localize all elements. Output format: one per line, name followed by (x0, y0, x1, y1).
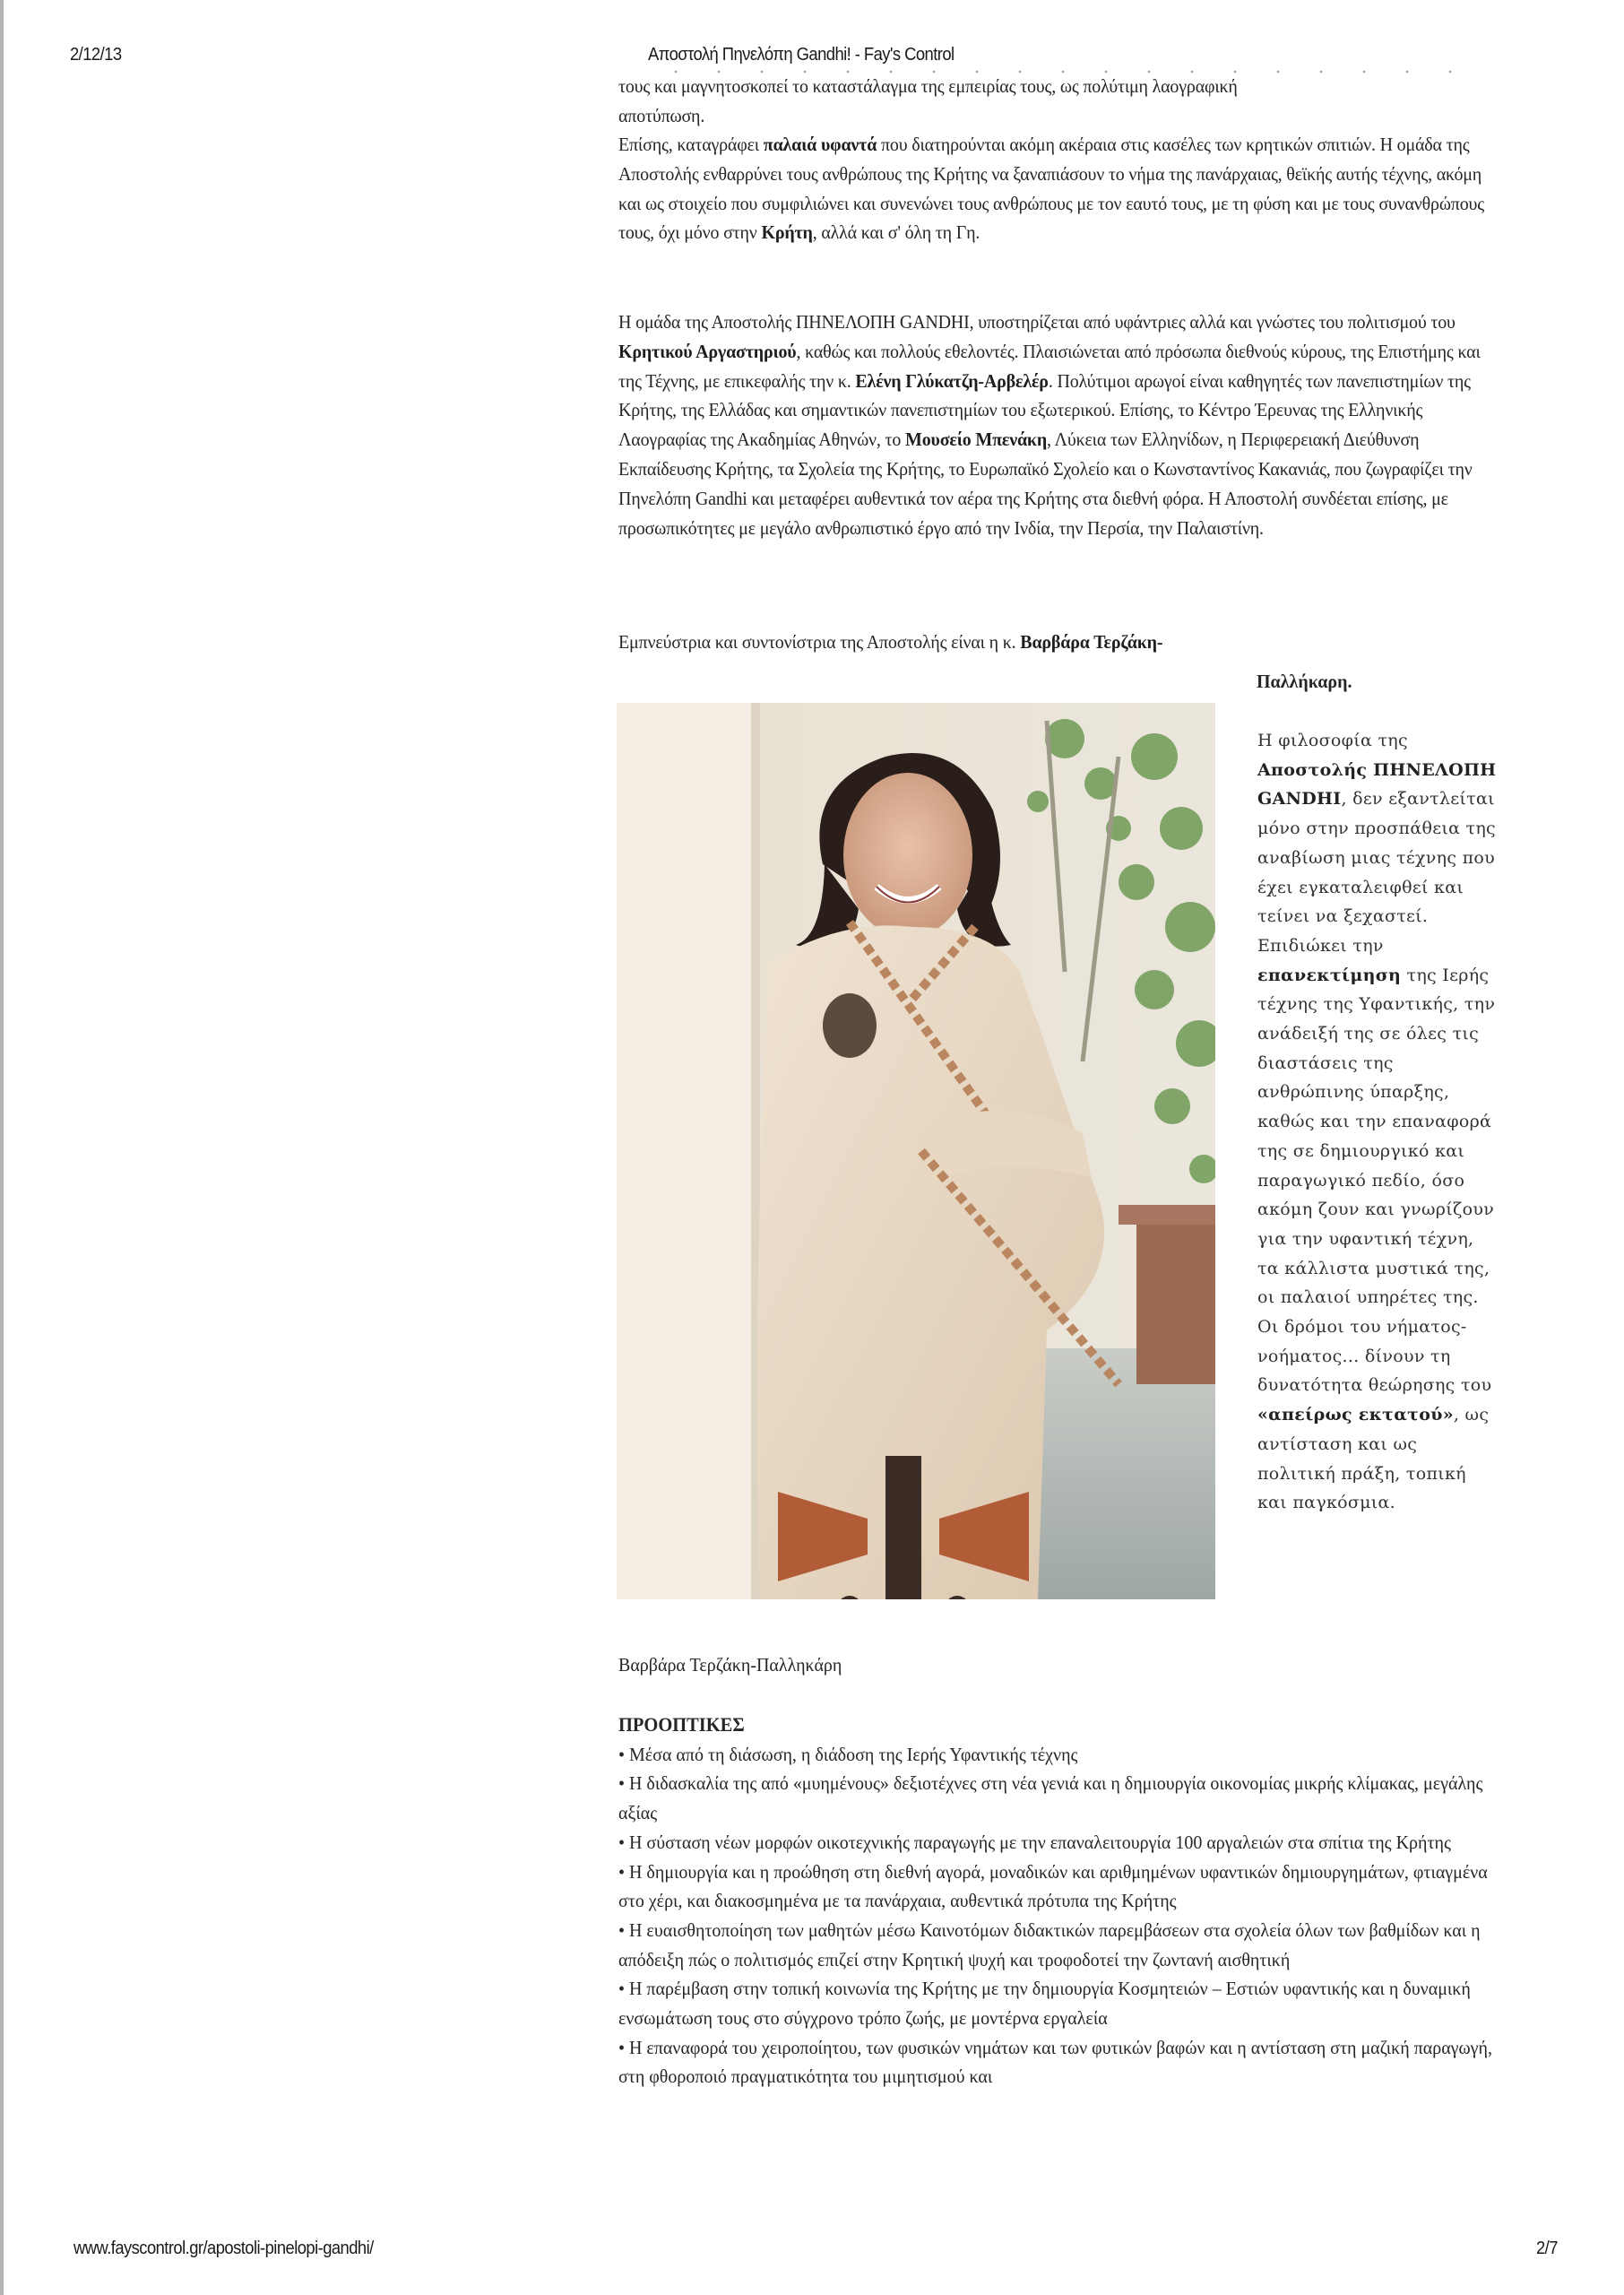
bold-infinitely-extensible: «απείρως εκτατού» (1257, 1405, 1454, 1425)
text-line: αποτύπωση. (618, 104, 705, 126)
bold-coordinator-name: Βαρβάρα Τερζάκη- (1020, 631, 1163, 653)
text: . Πολύτιμοι αρωγοί είναι καθηγητές των πανεπιστημίων της Κρήτης, της Ελλάδας και σημαντικών πανεπιστημίων του εξωτερικού. Επίσης, το Κέντρο Έρευνας της Ελληνικής Λαογραφίας της Ακαδημίας Αθηνών, το (618, 369, 1471, 451)
text: , Λύκεια των Ελληνίδων, η Περιφερειακή Διεύθυνση Εκπαίδευσης Κρήτης, τα Σχολεία της Κρήτης, το Ευρωπαϊκό Σχολείο και ο Κωνσταντίνος Κακανιάς, που ζωγραφίζει την Πηνελόπη Gandhi και μεταφέρει αυθεντικά τον αέρα της Κρήτης στα διεθνή φόρα. Η Αποστολή συνδέεται επίσης, με προσωπικότητες με μεγάλο ανθρωπιστικό έργο από την Ινδία, την Περσία, την Παλαιστίνη. (618, 429, 1473, 539)
text: , αλλά και σ' όλη τη Γη. (812, 221, 980, 244)
text: της Ιερής τέχνης της Υφαντικής, την ανάδειξή της σε όλες τις διαστάσεις της ανθρώπινης ύπαρξης, καθώς και την επαναφορά της σε δημιουργικό και παραγωγικό πεδίο, όσο ακόμη ζουν και γνωρίζουν για την υφαντική τέχνη, τα κάλλιστα μυστικά της, οι παλαιοί υπηρέτες της. Οι δρόμοι του νήματος-νοήματος... δίνουν τη δυνατότητα θεώρησης του (1257, 965, 1496, 1396)
bold-reappraisal: επανεκτίμηση (1257, 965, 1402, 985)
list-item: • Η σύσταση νέων μορφών οικοτεχνικής παραγωγής με την επαναλειτουργία 100 αργαλειών στα σπίτια της Κρήτης (618, 1831, 1451, 1853)
perspectives-heading: ΠΡΟΟΠΤΙΚΕΣ (618, 1713, 745, 1736)
portrait-photo (617, 703, 1215, 1599)
bold-old-textiles: παλαιά υφαντά (763, 134, 877, 155)
text: Η ομάδα της Αποστολής ΠΗΝΕΛΟΠΗ GANDHI, υποστηρίζεται από υφάντριες αλλά και γνώστες του πολιτισμού του (618, 311, 1456, 333)
list-item: • Η επαναφορά του χειροποίητου, των φυσικών νημάτων και των φυτικών βαφών και η αντίσταση στη μαζική παραγωγή, στη φθοροποιό πραγματικότητα του μιμητισμού και (618, 2036, 1492, 2088)
bold-coordinator-name-cont: Παλλήκαρη. (1257, 671, 1352, 692)
bold-ahrweiler: Ελένη Γλύκατζη-Αρβελέρ (855, 369, 1049, 392)
bold-crete: Κρήτη (761, 221, 813, 244)
paragraph-team (618, 307, 1497, 542)
philosophy-sidebar (1257, 726, 1499, 1518)
text: Εμπνεύστρια και συντονίστρια της Αποστολής είναι η κ. (618, 631, 1021, 653)
text: , καθώς και πολλούς εθελοντές. Πλαισιώνεται από πρόσωπα διεθνούς κύρους, της Επιστήμης και της Τέχνης, με επικεφαλής την κ. (618, 340, 1481, 392)
page-number: 2/7 (1536, 2239, 1558, 2258)
page-edge (0, 0, 4, 2295)
list-item: • Η διδασκαλία της από «μυημένους» δεξιοτέχνες στη νέα γενιά και η δημιουργία οικονομίας μικρής κλίμακας, μεγάλης αξίας (618, 1772, 1483, 1824)
paragraph-old-textiles (618, 130, 1497, 247)
list-item: • Η ευαισθητοποίηση των μαθητών μέσω Καινοτόμων διδακτικών παρεμβάσεων στα σχολεία όλων των βαθμίδων και η απόδειξη πώς ο πολιτισμός επιζεί στην Κρητική ψυχή και τροφοδοτεί την ζωντανή αισθητική (618, 1918, 1481, 1970)
text: , δεν εξαντλείται μόνο στην προσπάθεια της αναβίωση μιας τέχνης που έχει εγκαταλειφθεί και τείνει να ξεχαστεί. Επιδιώκει την (1257, 789, 1496, 956)
paragraph-coordinator (618, 628, 1497, 657)
page-title: Αποστολή Πηνελόπη Gandhi! - Fay's Control (648, 45, 955, 65)
print-date: 2/12/13 (70, 45, 122, 65)
perspectives-section (618, 1710, 1498, 2091)
text: Η φιλοσοφία της (1257, 731, 1408, 750)
photo-caption: Βαρβάρα Τερζάκη-Παλληκάρη (618, 1654, 842, 1676)
bold-workshop: Κρητικού Αργαστηριού (618, 340, 797, 362)
page-url: www.fayscontrol.gr/apostoli-pinelopi-gandhi/ (73, 2239, 374, 2258)
bold-mission-name: Αποστολής ΠΗΝΕΛΟΠΗ GANDHI (1257, 759, 1497, 810)
bold-benaki: Μουσείο Μπενάκη (905, 429, 1048, 451)
list-item: • Η παρέμβαση στην τοπική κοινωνία της Κρήτης με την δημιουργία Κοσμητειών – Εστιών υφαντικής και η δυναμική ενσωμάτωση τους στο σύγχρονο τρόπο ζωής, με μοντέρνα εργαλεία (618, 1978, 1471, 2030)
paragraph-intro-tail (618, 72, 1497, 131)
text: που διατηρούνται ακόμη ακέραια στις κασέλες των κρητικών σπιτιών. Η ομάδα της Αποστολής ενθαρρύνει τους ανθρώπους της Κρήτης να ξαναπιάσουν το νήμα της πανάρχαιας, θεϊκής αυτής τέχνης, ακόμη και ως στοιχείο που συμφιλιώνει και συνενώνει τους ανθρώπους με τον εαυτό τους, με τη φύση και με τους συνανθρώπους τους, όχι μόνο στην (618, 134, 1484, 244)
text: Επίσης, καταγράφει (618, 134, 764, 155)
portrait-image (617, 703, 1215, 1599)
text: , ως αντίσταση και ως πολιτική πράξη, τοπική και παγκόσμια. (1257, 1405, 1490, 1513)
list-item: • Μέσα από τη διάσωση, η διάδοση της Ιερής Υφαντικής τέχνης (618, 1743, 1078, 1765)
list-item: • Η δημιουργία και η προώθηση στη διεθνή αγορά, μοναδικών και αριθμημένων υφαντικών δημιουργημάτων, φτιαγμένα στο χέρι, και διακοσμημένα με τα πανάρχαια, αυθεντικά πρότυπα της Κρήτης (618, 1860, 1488, 1912)
text-line: τους και μαγνητοσκοπεί το καταστάλαγμα της εμπειρίας τους, ως πολύτιμη λαογραφική (618, 75, 1238, 97)
